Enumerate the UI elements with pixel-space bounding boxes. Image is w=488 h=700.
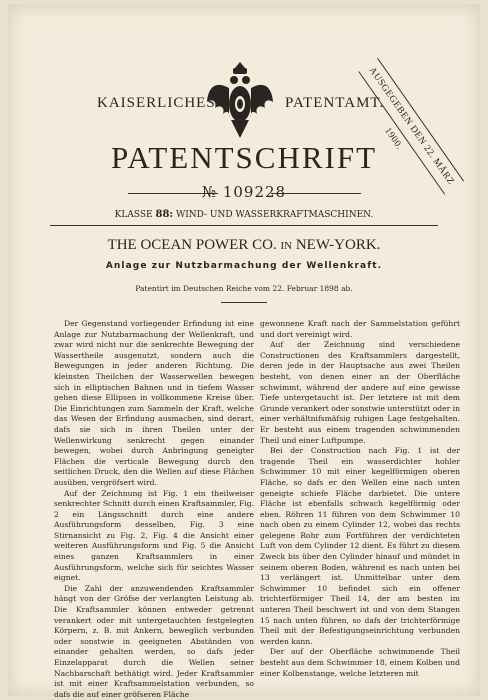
paragraph: gewonnene Kraft nach der Sammelstation geführt und dort vereinigt wird. — [260, 319, 460, 339]
short-rule — [221, 302, 267, 303]
imperial-eagle-emblem — [205, 58, 275, 144]
paragraph: Bei der Construction nach Fig. 1 ist der tragende Theil ein wasserdichter hohler Schwimmer 10 mit einer kegelförmigen oberen Fläche, so dafs er den Wellen eine nach unten geneigte schiefe Fläche darbietet. Die untere Fläche ist ebenfalls schwach kegelförmig oder eben. Röhren 11 führen von dem Schwimmer 10 nach oben zu einem Cylinder 12, wobei das rechts gelegene Rohr zum Fortführen der verdichteten Luft von dem Cylinder 12 dient. Es führt zu diesem Zweck bis über den Cylinder hinauf und mündet in seinem oberen Boden, während es nach unten bei 13 verlängert ist. Unmittelbar unter dem Schwimmer 10 befindet sich ein offener trichterförmiger Theil 14, der am besten im unteren Theil beschwert ist und von dem Stangen 15 nach unten führen, so dafs der trichterförmige Theil mit der Befestigungseinrichtung verbunden werden kann. — [260, 446, 460, 646]
invention-title: Anlage zur Nutzbarmachung der Wellenkraft. — [105, 261, 383, 271]
patent-date-line: Patentirt im Deutschen Reiche vom 22. Februar 1898 ab. — [135, 284, 353, 293]
company-name: THE OCEAN POWER CO. — [107, 237, 277, 253]
company-city: NEW-YORK. — [295, 237, 381, 253]
paragraph: Auf der Zeichnung sind verschiedene Constructionen des Kraftsammlers dargestellt, deren jede in der Hauptsache aus zwei Theilen besteht, von denen einer an der Oberfläche schwimmt, während der andere auf eine gewisse Tiefe untergetaucht ist. Der letztere ist mit dem Grunde verankert oder sonstwie unterstützt oder in einer verhältnifsmäfsig ruhigen Lage festgehalten. Er besteht aus einem tragenden schwimmenden Theil und einer Luftpumpe. — [260, 340, 460, 445]
klasse-number: 88: — [155, 209, 174, 220]
header-left: KAISERLICHES — [97, 95, 216, 111]
paragraph: Auf der Zeichnung ist Fig. 1 ein theilweiser senkrechter Schnitt durch einen Kraftsammler, Fig. 2 ein Längsschnitt durch eine andere Ausführungsform desselben, Fig. 3 eine Stirnansicht zu Fig. 2, Fig. 4 die Ansicht einer weiteren Ausführungsform und Fig. 5 die Ansicht eines ganzen Kraftsammlers in einer Ausführungsform, welche sich für seichtes Wasser eignet. — [54, 488, 254, 583]
klasse-description: WIND- UND WASSERKRAFTMASCHINEN. — [175, 210, 374, 220]
document-title: PATENTSCHRIFT — [110, 140, 378, 175]
paragraph: Der Gegenstand vorliegender Erfindung ist eine Anlage zur Nutzbarmachung der Wellenkraft, und zwar wird nicht nur die senkrechte Bewegung der Wassertheile ausgenutzt, sondern auch die Bewegungen in jeder anderen Richtung. Die kleinsten Theilchen der Wasserwellen bewegen sich in elliptischen Bahnen und in tiefem Wasser gehen diese Ellipsen in vollkommene Kreise über. Die Einrichtungen zum Sammeln der Kraft, welche das Wesen der Erfindung ausmachen, sind derart, dafs sie sich in ihren Theilen unter der Wellenwirkung senkrecht gegen einander bewegen, wobei durch Anbringung geneigter Flächen die verticale Bewegung durch den seitlichen Druck, den die Wellen auf diese Flächen ausüben, vergröfsert wird. — [54, 319, 254, 487]
text-column-right — [260, 319, 460, 679]
issue-date-stamp: AUSGEGEBEN DEN 22. MÄRZ 1900. — [358, 58, 464, 195]
klasse-line — [0, 209, 488, 220]
company-line — [0, 237, 488, 254]
paragraph: Die Zahl der anzuwendenden Kraftsammler hängt von der Gröfse der verlangten Leistung ab. Die Kraftsammler können entweder getrennt verankert oder mit untergetauchten festgelegten Körpern, z. B. mit Ankern, beweglich verbunden oder sonstwie in geeigneten Abständen von einander gehalten werden, so dafs jeder Einzelapparat durch die Wellen seiner Nachbarschaft bethätigt wird. Jeder Kraftsammler ist mit einer Kraftsammelstation verbunden, so dafs die auf einer gröfseren Fläche — [54, 583, 254, 699]
patent-number: № 109228 — [201, 183, 287, 201]
separator-rule — [50, 225, 438, 226]
header-right: PATENTAMT. — [285, 95, 385, 111]
text-column-left — [54, 319, 254, 700]
divider-right — [271, 193, 361, 194]
paragraph: Der auf der Oberfläche schwimmende Theil besteht aus dem Schwimmer 18, einem Kolben und einer Kolbenstange, welche letzteren mit — [260, 647, 460, 678]
company-in: IN — [280, 240, 293, 252]
klasse-label: KLASSE — [114, 210, 153, 220]
